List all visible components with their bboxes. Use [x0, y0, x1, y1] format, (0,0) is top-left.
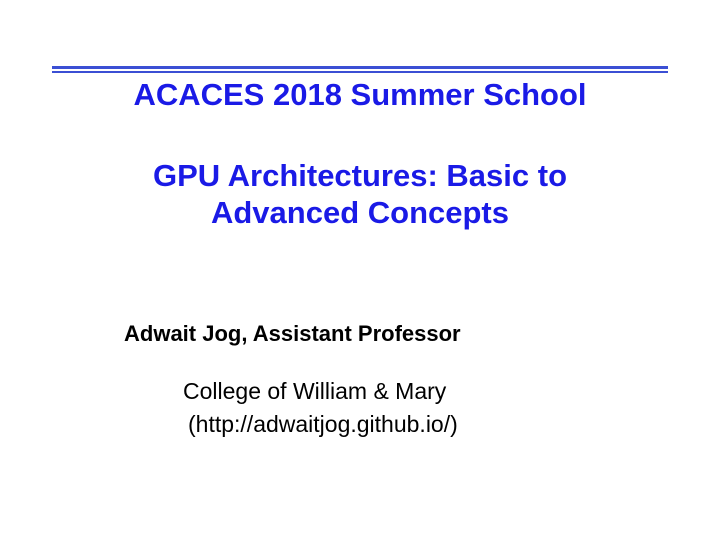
author-name: Adwait Jog, Assistant Professor: [124, 321, 461, 346]
course-title: [0, 157, 720, 231]
affiliation: College of William & Mary: [183, 378, 447, 404]
header-rule-bottom: [52, 71, 668, 73]
course-title-line-2: Advanced Concepts: [210, 195, 509, 230]
course-title-line-1: GPU Architectures: Basic to: [152, 158, 568, 193]
school-title: ACACES 2018 Summer School: [133, 77, 587, 112]
homepage-url: (http://adwaitjog.github.io/): [188, 411, 458, 437]
header-rule-top: [52, 66, 668, 69]
